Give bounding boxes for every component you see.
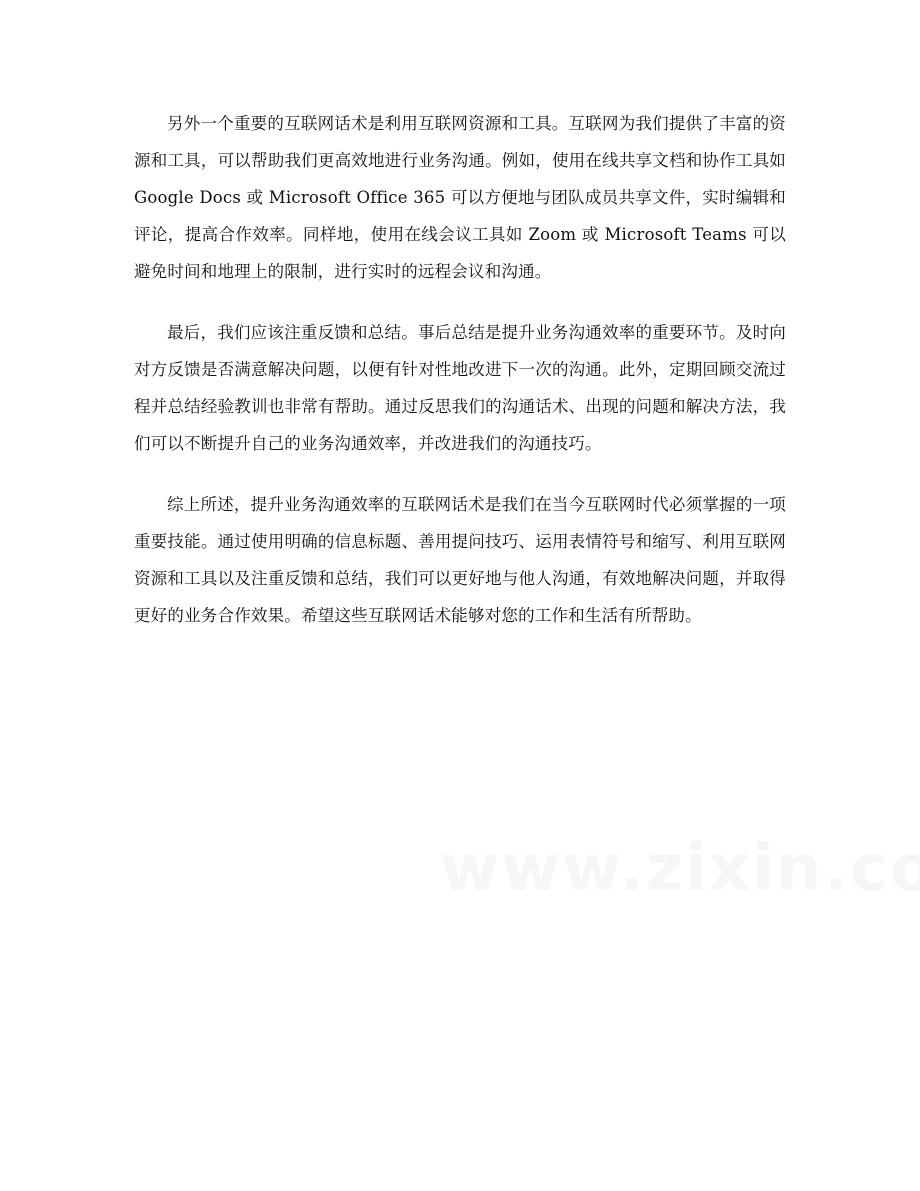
paragraph-resources-tools: 另外一个重要的互联网话术是利用互联网资源和工具。互联网为我们提供了丰富的资源和工具，可以帮助我们更高效地进行业务沟通。例如，使用在线共享文档和协作工具如 Google Docs 或 Microsoft Office 365 可以方便地与团队成员共享文件，实时编辑和评论，提高合作效率。同样地，使用在线会议工具如 Zoom 或 Microsoft Teams 可以避免时间和地理上的限制，进行实时的远程会议和沟通。 (134, 114, 786, 281)
paragraph-feedback-summary: 最后，我们应该注重反馈和总结。事后总结是提升业务沟通效率的重要环节。及时向对方反馈是否满意解决问题，以便有针对性地改进下一次的沟通。此外，定期回顾交流过程并总结经验教训也非常有帮助。通过反思我们的沟通话术、出现的问题和解决方法，我们可以不断提升自己的业务沟通效率，并改进我们的沟通技巧。 (134, 323, 786, 453)
document-body (134, 105, 786, 658)
watermark (440, 832, 800, 906)
paragraph-conclusion: 综上所述，提升业务沟通效率的互联网话术是我们在当今互联网时代必须掌握的一项重要技能。通过使用明确的信息标题、善用提问技巧、运用表情符号和缩写、利用互联网资源和工具以及注重反馈和总结，我们可以更好地与他人沟通，有效地解决问题，并取得更好的业务合作效果。希望这些互联网话术能够对您的工作和生活有所帮助。 (134, 495, 786, 625)
